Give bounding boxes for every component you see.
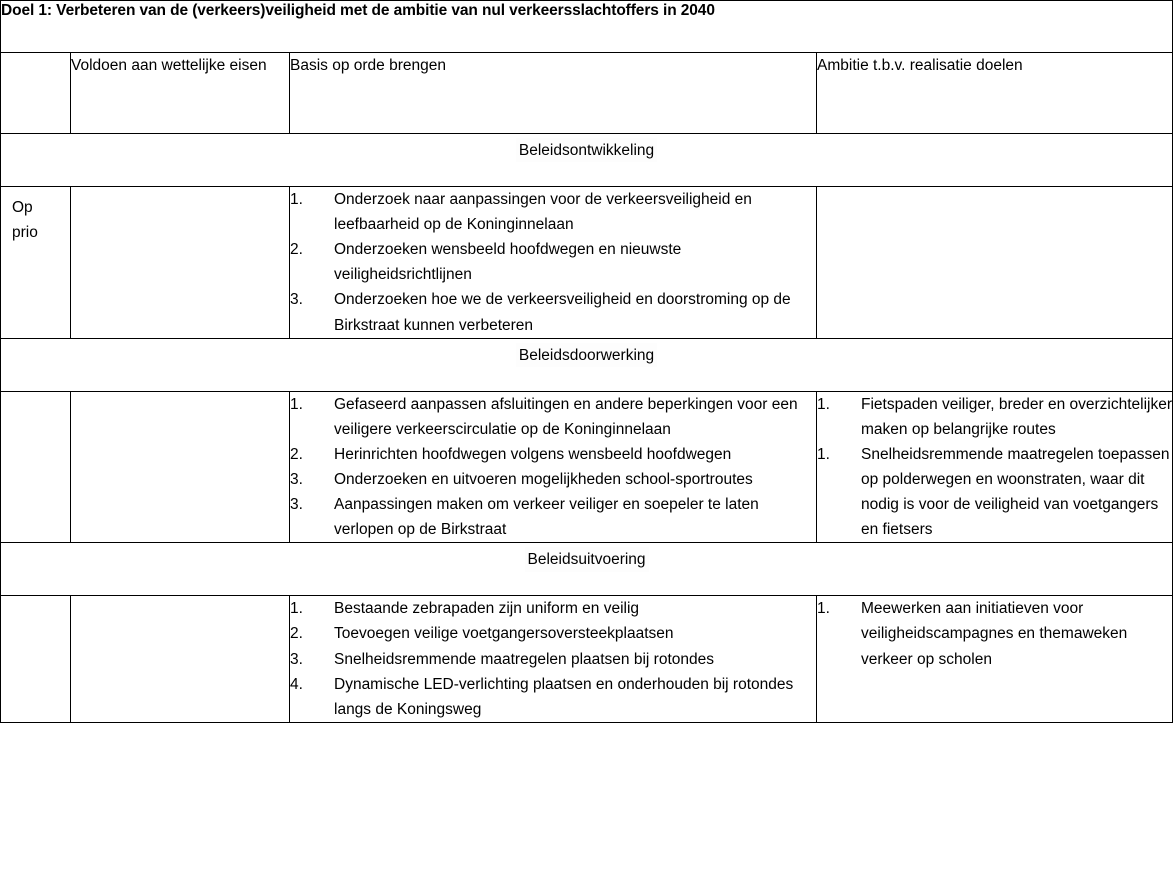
row-wettelijke-eisen-cell bbox=[71, 596, 290, 723]
list-item-marker: 2. bbox=[290, 625, 303, 643]
list-item-marker: 3. bbox=[290, 650, 303, 668]
list-item-text: Bestaande zebrapaden zijn uniform en veilig bbox=[334, 600, 640, 618]
section-band-beleidsuitvoering bbox=[1, 543, 1173, 596]
list-item-marker: 1. bbox=[817, 395, 830, 413]
list-item bbox=[290, 392, 816, 442]
section-band-beleidsdoorwerking bbox=[1, 338, 1173, 391]
list-item-text: Herinrichten hoofdwegen volgens wensbeeld hoofdwegen bbox=[334, 445, 732, 463]
column-header-ambitie bbox=[817, 53, 1173, 134]
row-prio-cell bbox=[1, 391, 71, 543]
column-header-wettelijke-eisen bbox=[71, 53, 290, 134]
section-band-beleidsontwikkeling bbox=[1, 134, 1173, 187]
list-item-marker: 3. bbox=[290, 496, 303, 514]
row-ambitie-cell bbox=[817, 187, 1173, 339]
list-item-text: Toevoegen veilige voetgangersoversteekplaatsen bbox=[334, 625, 674, 643]
list-item-marker: 3. bbox=[290, 470, 303, 488]
table-title-row bbox=[1, 1, 1173, 53]
list-item bbox=[290, 492, 816, 542]
table-row bbox=[1, 596, 1173, 723]
list-item-text: Onderzoeken en uitvoeren mogelijkheden school-sportroutes bbox=[334, 470, 753, 488]
list-item bbox=[290, 647, 816, 672]
row-basis-op-orde-cell bbox=[290, 391, 817, 543]
section-title: Beleidsontwikkeling bbox=[516, 138, 657, 162]
document-title-cell bbox=[1, 1, 1173, 53]
list-item bbox=[290, 287, 816, 337]
list-item bbox=[817, 442, 1172, 542]
list-item-text: Gefaseerd aanpassen afsluitingen en andere beperkingen voor een veiligere verkeerscirculatie op de Koninginnelaan bbox=[334, 395, 798, 438]
section-band-row bbox=[1, 134, 1173, 187]
list-item-marker: 1. bbox=[290, 600, 303, 618]
list-item bbox=[290, 187, 816, 237]
section-band-row bbox=[1, 543, 1173, 596]
row-wettelijke-eisen-cell bbox=[71, 187, 290, 339]
column-header-ambitie-label: Ambitie t.b.v. realisatie doelen bbox=[817, 57, 1023, 74]
list-item bbox=[290, 467, 816, 492]
row-ambitie-cell bbox=[817, 391, 1173, 543]
list-item-marker: 1. bbox=[817, 445, 830, 463]
table-row bbox=[1, 187, 1173, 339]
basis-op-orde-list bbox=[290, 596, 816, 722]
list-item-marker: 1. bbox=[817, 600, 830, 618]
page-title: Doel 1: Verbeteren van de (verkeers)veiligheid met de ambitie van nul verkeersslachtoffers in 2040 bbox=[1, 2, 715, 19]
list-item bbox=[290, 596, 816, 621]
list-item-text: Aanpassingen maken om verkeer veiliger en soepeler te laten verlopen op de Birkstraat bbox=[334, 496, 759, 539]
basis-op-orde-list bbox=[290, 187, 816, 338]
row-basis-op-orde-cell bbox=[290, 596, 817, 723]
row-prio-cell bbox=[1, 596, 71, 723]
list-item-marker: 4. bbox=[290, 675, 303, 693]
column-header-wettelijke-eisen-label: Voldoen aan wettelijke eisen bbox=[71, 57, 267, 74]
list-item-marker: 2. bbox=[290, 445, 303, 463]
column-header-prio bbox=[1, 53, 71, 134]
table-row bbox=[1, 391, 1173, 543]
list-item bbox=[290, 672, 816, 722]
list-item-text: Onderzoeken hoe we de verkeersveiligheid en doorstroming op de Birkstraat kunnen verbeteren bbox=[334, 291, 791, 334]
row-wettelijke-eisen-cell bbox=[71, 391, 290, 543]
list-item-text: Onderzoeken wensbeeld hoofdwegen en nieuwste veiligheidsrichtlijnen bbox=[334, 241, 682, 284]
list-item-text: Fietspaden veiliger, breder en overzichtelijker maken op belangrijke routes bbox=[861, 395, 1173, 438]
list-item-marker: 2. bbox=[290, 241, 303, 259]
ambitie-list bbox=[817, 596, 1172, 671]
column-header-basis-op-orde bbox=[290, 53, 817, 134]
row-prio-cell bbox=[1, 187, 71, 339]
list-item bbox=[290, 621, 816, 646]
column-header-row bbox=[1, 53, 1173, 134]
list-item bbox=[290, 442, 816, 467]
row-ambitie-cell bbox=[817, 596, 1173, 723]
list-item bbox=[817, 392, 1172, 442]
list-item-marker: 3. bbox=[290, 291, 303, 309]
ambitie-list bbox=[817, 392, 1172, 543]
basis-op-orde-list bbox=[290, 392, 816, 543]
list-item-text: Snelheidsremmende maatregelen plaatsen bij rotondes bbox=[334, 650, 714, 668]
list-item-text: Dynamische LED-verlichting plaatsen en onderhouden bij rotondes langs de Koningsweg bbox=[334, 675, 794, 718]
column-header-basis-op-orde-label: Basis op orde brengen bbox=[290, 57, 446, 74]
section-band-row bbox=[1, 338, 1173, 391]
list-item-text: Onderzoek naar aanpassingen voor de verkeersveiligheid en leefbaarheid op de Koninginnelaan bbox=[334, 191, 752, 234]
section-title: Beleidsdoorwerking bbox=[516, 343, 657, 367]
row-basis-op-orde-cell bbox=[290, 187, 817, 339]
list-item-text: Meewerken aan initiatieven voor veiligheidscampagnes en themaweken verkeer op scholen bbox=[861, 600, 1128, 668]
list-item-marker: 1. bbox=[290, 191, 303, 208]
list-item-text: Snelheidsremmende maatregelen toepassen op polderwegen en woonstraten, waar dit nodig is voor de veiligheid van voetgangers en fietsers bbox=[861, 445, 1170, 539]
prio-label: Op prio bbox=[12, 199, 38, 242]
section-title: Beleidsuitvoering bbox=[525, 547, 649, 571]
list-item-marker: 1. bbox=[290, 395, 303, 413]
list-item bbox=[817, 596, 1172, 671]
list-item bbox=[290, 237, 816, 287]
